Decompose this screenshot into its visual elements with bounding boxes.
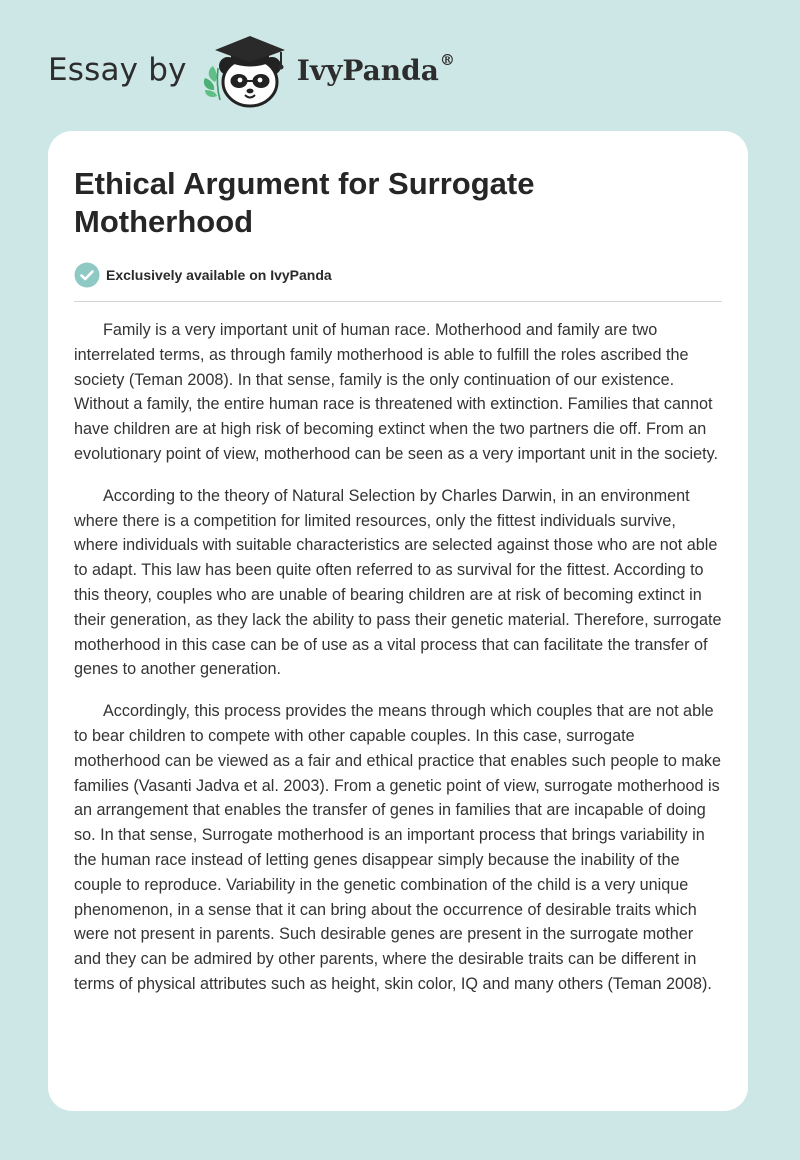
paragraph: According to the theory of Natural Selection by Charles Darwin, in an environment where there is a competition for limited resources, only the fittest individuals survive, where individuals with suitable characteristics are selected against those who are not able to adapt. This law has been quite often referred to as survival for the fittest. According to this theory, couples who are unable of bearing children are at risk of becoming extinct in their generation, as they lack the ability to pass their genetic material. Therefore, surrogate motherhood in this case can be of use as a vital process that can facilitate the transfer of genes to another generation. — [74, 486, 722, 679]
brand-name: IvyPanda® — [296, 50, 455, 87]
check-circle-icon — [74, 262, 100, 288]
paragraph: Family is a very important unit of human race. Motherhood and family are two interrelated terms, as through family motherhood is able to fulfill the roles ascribed the society (Teman 2008). In that sense, family is the only continuation of our existence. Without a family, the entire human race is threatened with extinction. Families that cannot have children are at high risk of becoming extinct when the two partners die off. From an evolutionary point of view, motherhood can be seen as a very important unit in the society. — [74, 321, 718, 463]
panda-graduate-icon — [201, 30, 293, 110]
brand-prefix: Essay by — [48, 52, 187, 88]
registered-mark: ® — [439, 50, 455, 69]
paragraph: Accordingly, this process provides the means through which couples that are not able to bear children to compete with other capable couples. In this case, surrogate motherhood can be viewed as a fair and ethical practice that enables such people to make families (Vasanti Jadva et al. 2003). From a genetic point of view, surrogate motherhood is an arrangement that enables the transfer of genes in families that are incapable of doing so. In that sense, Surrogate motherhood is an important process that brings variability in the human race instead of letting genes disappear simply because the inability of the couple to reproduce. Variability in the genetic combination of the child is a very unique phenomenon, in a sense that it can bring about the occurrence of desirable traits which were not present in parents. Such desirable genes are present in the surrogate mother and they can be admired by other parents, where the desirable traits can be different in terms of physical attributes such as height, skin color, IQ and many others (Teman 2008). — [74, 702, 722, 993]
site-header — [48, 30, 455, 110]
title-divider — [74, 301, 722, 302]
essay-body — [74, 318, 722, 997]
page-title: Ethical Argument for Surrogate Motherhood — [74, 166, 535, 239]
essay-card — [48, 131, 748, 1111]
ivypanda-logo-link[interactable] — [201, 30, 455, 110]
exclusive-badge-label: Exclusively available on IvyPanda — [106, 267, 332, 283]
exclusive-badge — [74, 262, 722, 288]
